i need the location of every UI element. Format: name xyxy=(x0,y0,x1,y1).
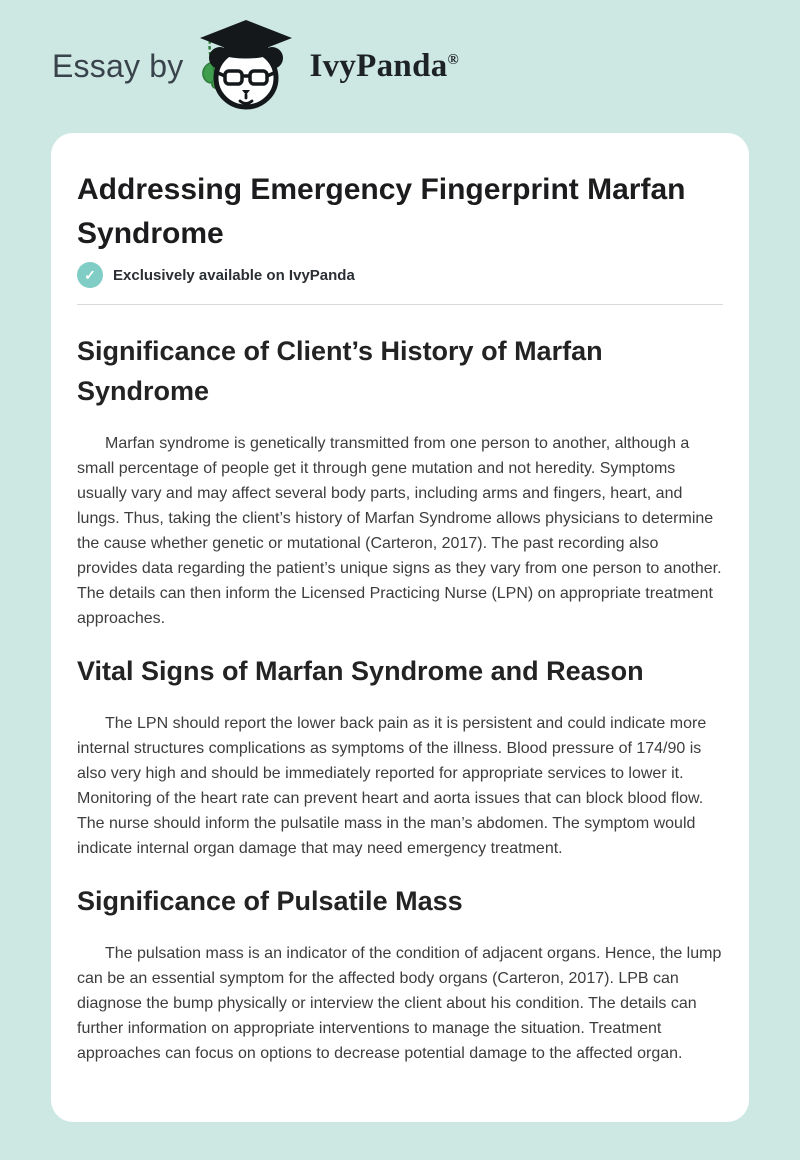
exclusive-badge xyxy=(77,262,723,288)
section-paragraph-history: Marfan syndrome is genetically transmitted from one person to another, although a small percentage of people get it through gene mutation and not heredity. Symptoms usually vary and may affect several body parts, including arms and fingers, heart, and lungs. Thus, taking the client’s history of Marfan Syndrome allows physicians to determine the cause whether genetic or mutational (Carteron, 2017). The past recording also provides data regarding the patient’s unique signs as they vary from one person to another. The details can then inform the Licensed Practicing Nurse (LPN) on appropriate treatment approaches. xyxy=(77,435,722,627)
divider xyxy=(77,304,723,305)
ivypanda-logo xyxy=(195,17,297,113)
essay-by-label: Essay by xyxy=(52,48,184,84)
section-heading-history: Significance of Client’s History of Marfan Syndrome xyxy=(77,336,603,406)
section-paragraph-vital-signs: The LPN should report the lower back pain as it is persistent and could indicate more internal structures complications as symptoms of the illness. Blood pressure of 174/90 is also very high and should be immediately reported for appropriate services to lower it. Monitoring of the heart rate can prevent heart and aorta issues that can block blood flow. The nurse should inform the pulsatile mass in the man’s abdomen. The symptom would indicate internal organ damage that may need emergency treatment. xyxy=(77,715,707,857)
brand-wordmark xyxy=(309,48,459,85)
exclusive-badge-label: Exclusively available on IvyPanda xyxy=(113,266,355,284)
brand-name: IvyPanda xyxy=(309,48,448,84)
panda-graduate-icon xyxy=(196,18,296,112)
check-icon: ✓ xyxy=(77,262,103,288)
page-header xyxy=(0,0,800,133)
section-paragraph-pulsatile-mass: The pulsation mass is an indicator of the condition of adjacent organs. Hence, the lump can be an essential symptom for the affected body organs (Carteron, 2017). LPB can diagnose the bump physically or interview the client about his condition. The details can further information on appropriate interventions to manage the situation. Treatment approaches can focus on options to decrease potential damage to the affected organ. xyxy=(77,945,722,1062)
essay-title: Addressing Emergency Fingerprint Marfan Syndrome xyxy=(77,173,686,250)
section-heading-pulsatile-mass: Significance of Pulsatile Mass xyxy=(77,886,463,916)
registered-trademark: ® xyxy=(447,52,460,68)
essay-card xyxy=(51,133,749,1122)
section-heading-vital-signs: Vital Signs of Marfan Syndrome and Reason xyxy=(77,656,644,686)
